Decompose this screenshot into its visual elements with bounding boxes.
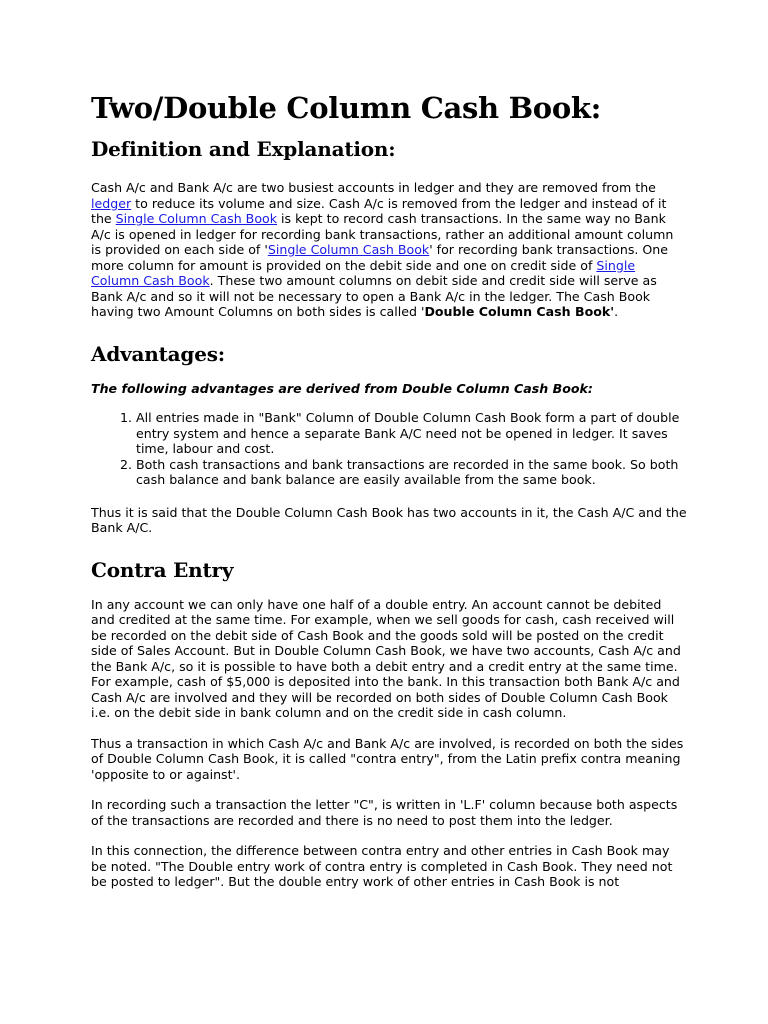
contra-paragraph: In any account we can only have one half of a double entry. An account cannot be debited and credited at the same time. For example, when we sell goods for cash, cash received will be recorded on the debit side of Cash Book and the goods sold will be posted on the credit side of Sales Account. But in Double Column Cash Book, we have two accounts, Cash A/c and the Bank A/c, so it is possible to have both a debit entry and a credit entry at the same time. For example, cash of $5,000 is deposited into the bank. In this transaction both Bank A/c and Cash A/c are involved and they will be recorded on both sides of Double Column Cash Book i.e. on the debit side in bank column and on the credit side in cash column. — [91, 596, 681, 720]
list-item: 1. All entries made in "Bank" Column of Double Column Cash Book form a part of double entry system and hence a separate Bank A/C need not be opened in ledger. It saves time, labour and cost. — [136, 410, 687, 457]
advantages-heading: Advantages: — [91, 341, 225, 366]
contra-paragraph: In recording such a transaction the letter "C", is written in 'L.F' column because both aspects of the transactions are recorded and there is no need to post them into the ledger. — [91, 797, 678, 828]
definition-text-6: . — [614, 304, 619, 319]
definition-text-1: Cash A/c and Bank A/c are two busiest accounts in ledger and they are removed from the — [91, 180, 656, 195]
page-title: Two/Double Column Cash Book: — [91, 91, 602, 125]
contra-paragraph: In this connection, the difference between contra entry and other entries in Cash Book may be noted. "The Double entry work of contra entry is completed in Cash Book. They need not be posted to ledger". But the double entry work of other entries in Cash Book is not — [91, 843, 673, 889]
advantages-closing: Thus it is said that the Double Column Cash Book has two accounts in it, the Cash A/C and the Bank A/C. — [91, 504, 687, 535]
single-column-cash-book-link[interactable]: Single Column Cash Book — [91, 257, 636, 288]
definition-text-5: . These two amount columns on debit side and credit side will serve as Bank A/c and so it will not be necessary to open a Bank A/c in the ledger. The Cash Book having two Amount Columns on both sides is called ' — [91, 273, 657, 319]
list-item: 2. Both cash transactions and bank transactions are recorded in the same book. So both cash balance and bank balance are easily available from the same book. — [136, 457, 687, 488]
ledger-link[interactable]: ledger — [91, 195, 132, 211]
definition-text-4: ' for recording bank transactions. One more column for amount is provided on the debit side and one on credit side of — [91, 242, 669, 273]
definition-heading: Definition and Explanation: — [91, 137, 396, 161]
contra-paragraph: Thus a transaction in which Cash A/c and Bank A/c are involved, is recorded on both the sides of Double Column Cash Book, it is called "contra entry", from the Latin prefix contra meaning 'opposite to or against'. — [91, 735, 684, 782]
contra-entry-heading: Contra Entry — [91, 557, 234, 582]
double-column-cash-book-term: Double Column Cash Book' — [424, 304, 615, 319]
article-body — [91, 90, 687, 890]
definition-text-3: is kept to record cash transactions. In the same way no Bank A/c is opened in ledger for recording bank transactions, rather an additional amount column is provided on each side of ' — [91, 211, 674, 257]
single-column-cash-book-link[interactable]: Single Column Cash Book — [115, 211, 278, 226]
advantages-list — [91, 410, 687, 488]
definition-paragraph — [91, 180, 687, 320]
definition-text-2: to reduce its volume and size. Cash A/c is removed from the ledger and instead of it the — [91, 195, 667, 226]
single-column-cash-book-link[interactable]: Single Column Cash Book — [267, 242, 430, 257]
advantages-lead: The following advantages are derived from Double Column Cash Book: — [91, 380, 593, 396]
